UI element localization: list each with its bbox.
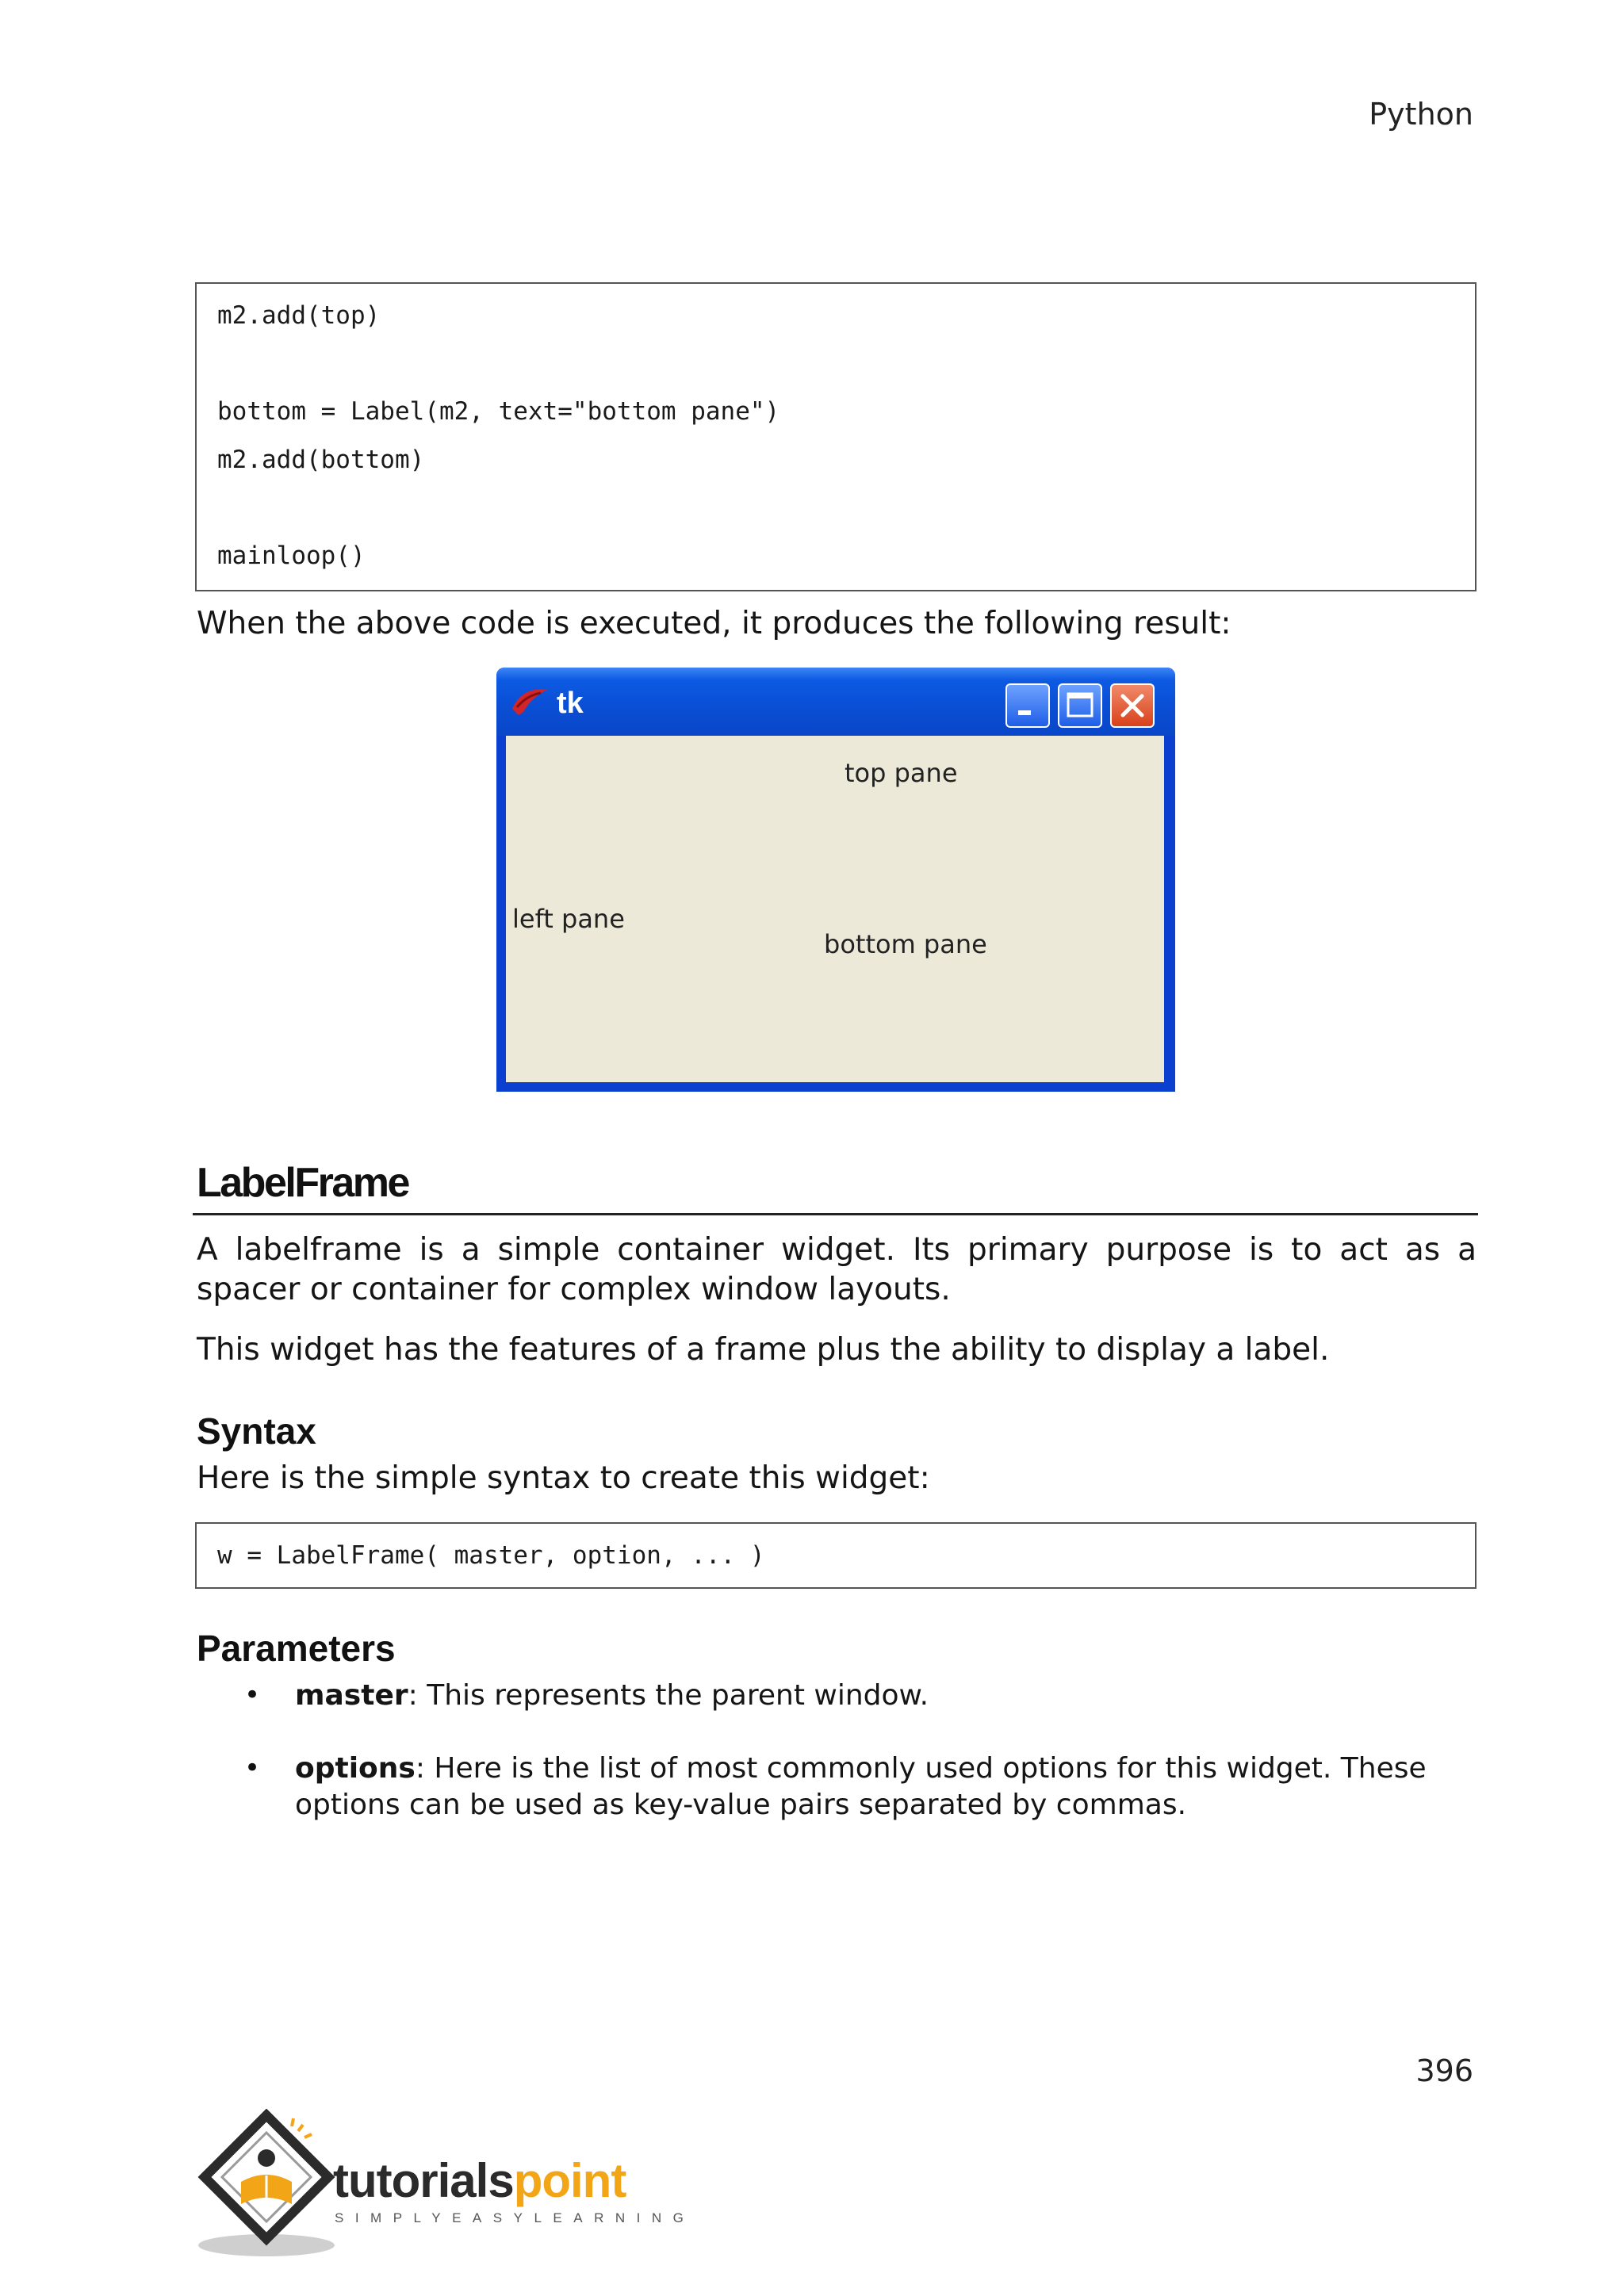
parameter-desc: : This represents the parent window. xyxy=(408,1679,929,1712)
logo-emblem-icon xyxy=(193,2109,352,2260)
tk-feather-icon xyxy=(509,685,550,718)
result-intro: When the above code is executed, it produces the following result: xyxy=(197,606,1231,641)
logo-word-tutorials: tutorials xyxy=(333,2154,514,2207)
logo-tagline: SIMPLYEASYLEARNING xyxy=(335,2210,695,2225)
parameter-term: master xyxy=(295,1679,408,1712)
maximize-button[interactable] xyxy=(1058,683,1102,728)
code-line: m2.add(bottom) xyxy=(217,446,425,474)
page-number: 396 xyxy=(1415,2053,1473,2088)
parameter-desc: : Here is the list of most commonly used options for this widget. These options can be used as key-value pairs separated by commas. xyxy=(295,1752,1427,1821)
code-block xyxy=(195,282,1477,591)
running-head: Python xyxy=(1369,97,1473,132)
parameter-term: options xyxy=(295,1752,416,1785)
parameters-heading: Parameters xyxy=(197,1628,396,1669)
code-line: w = LabelFrame( master, option, ... ) xyxy=(217,1541,765,1570)
left-pane-label: left pane xyxy=(512,904,625,934)
section-paragraph: A labelframe is a simple container widget. Its primary purpose is to act as a spacer or container for complex window layouts. xyxy=(197,1232,1477,1307)
syntax-code-block xyxy=(195,1522,1477,1589)
close-button[interactable] xyxy=(1110,683,1155,728)
section-title: LabelFrame xyxy=(197,1160,408,1206)
syntax-intro: Here is the simple syntax to create this widget: xyxy=(197,1460,930,1496)
minimize-button[interactable] xyxy=(1005,683,1050,728)
logo-word-point: point xyxy=(513,2154,626,2207)
code-line: m2.add(top) xyxy=(217,301,381,330)
window-client-area xyxy=(506,736,1164,1082)
top-pane-label: top pane xyxy=(845,758,958,788)
parameter-item xyxy=(295,1678,1477,1714)
syntax-heading: Syntax xyxy=(197,1410,316,1452)
logo-wordmark xyxy=(333,2153,626,2208)
window-title: tk xyxy=(557,687,584,720)
close-icon xyxy=(1112,685,1153,726)
parameter-item xyxy=(295,1751,1477,1823)
bullet-icon: • xyxy=(244,1752,261,1784)
bottom-pane-label: bottom pane xyxy=(824,929,987,959)
heading-rule xyxy=(193,1213,1478,1215)
minimize-icon xyxy=(1007,685,1048,726)
section-paragraph: This widget has the features of a frame plus the ability to display a label. xyxy=(197,1332,1330,1368)
tutorialspoint-logo xyxy=(193,2109,695,2260)
tk-window xyxy=(496,668,1175,1092)
bullet-icon: • xyxy=(244,1679,261,1711)
title-bar[interactable] xyxy=(496,668,1175,736)
maximize-icon xyxy=(1059,685,1101,726)
code-line: bottom = Label(m2, text="bottom pane") xyxy=(217,397,780,426)
code-line: mainloop() xyxy=(217,541,366,570)
